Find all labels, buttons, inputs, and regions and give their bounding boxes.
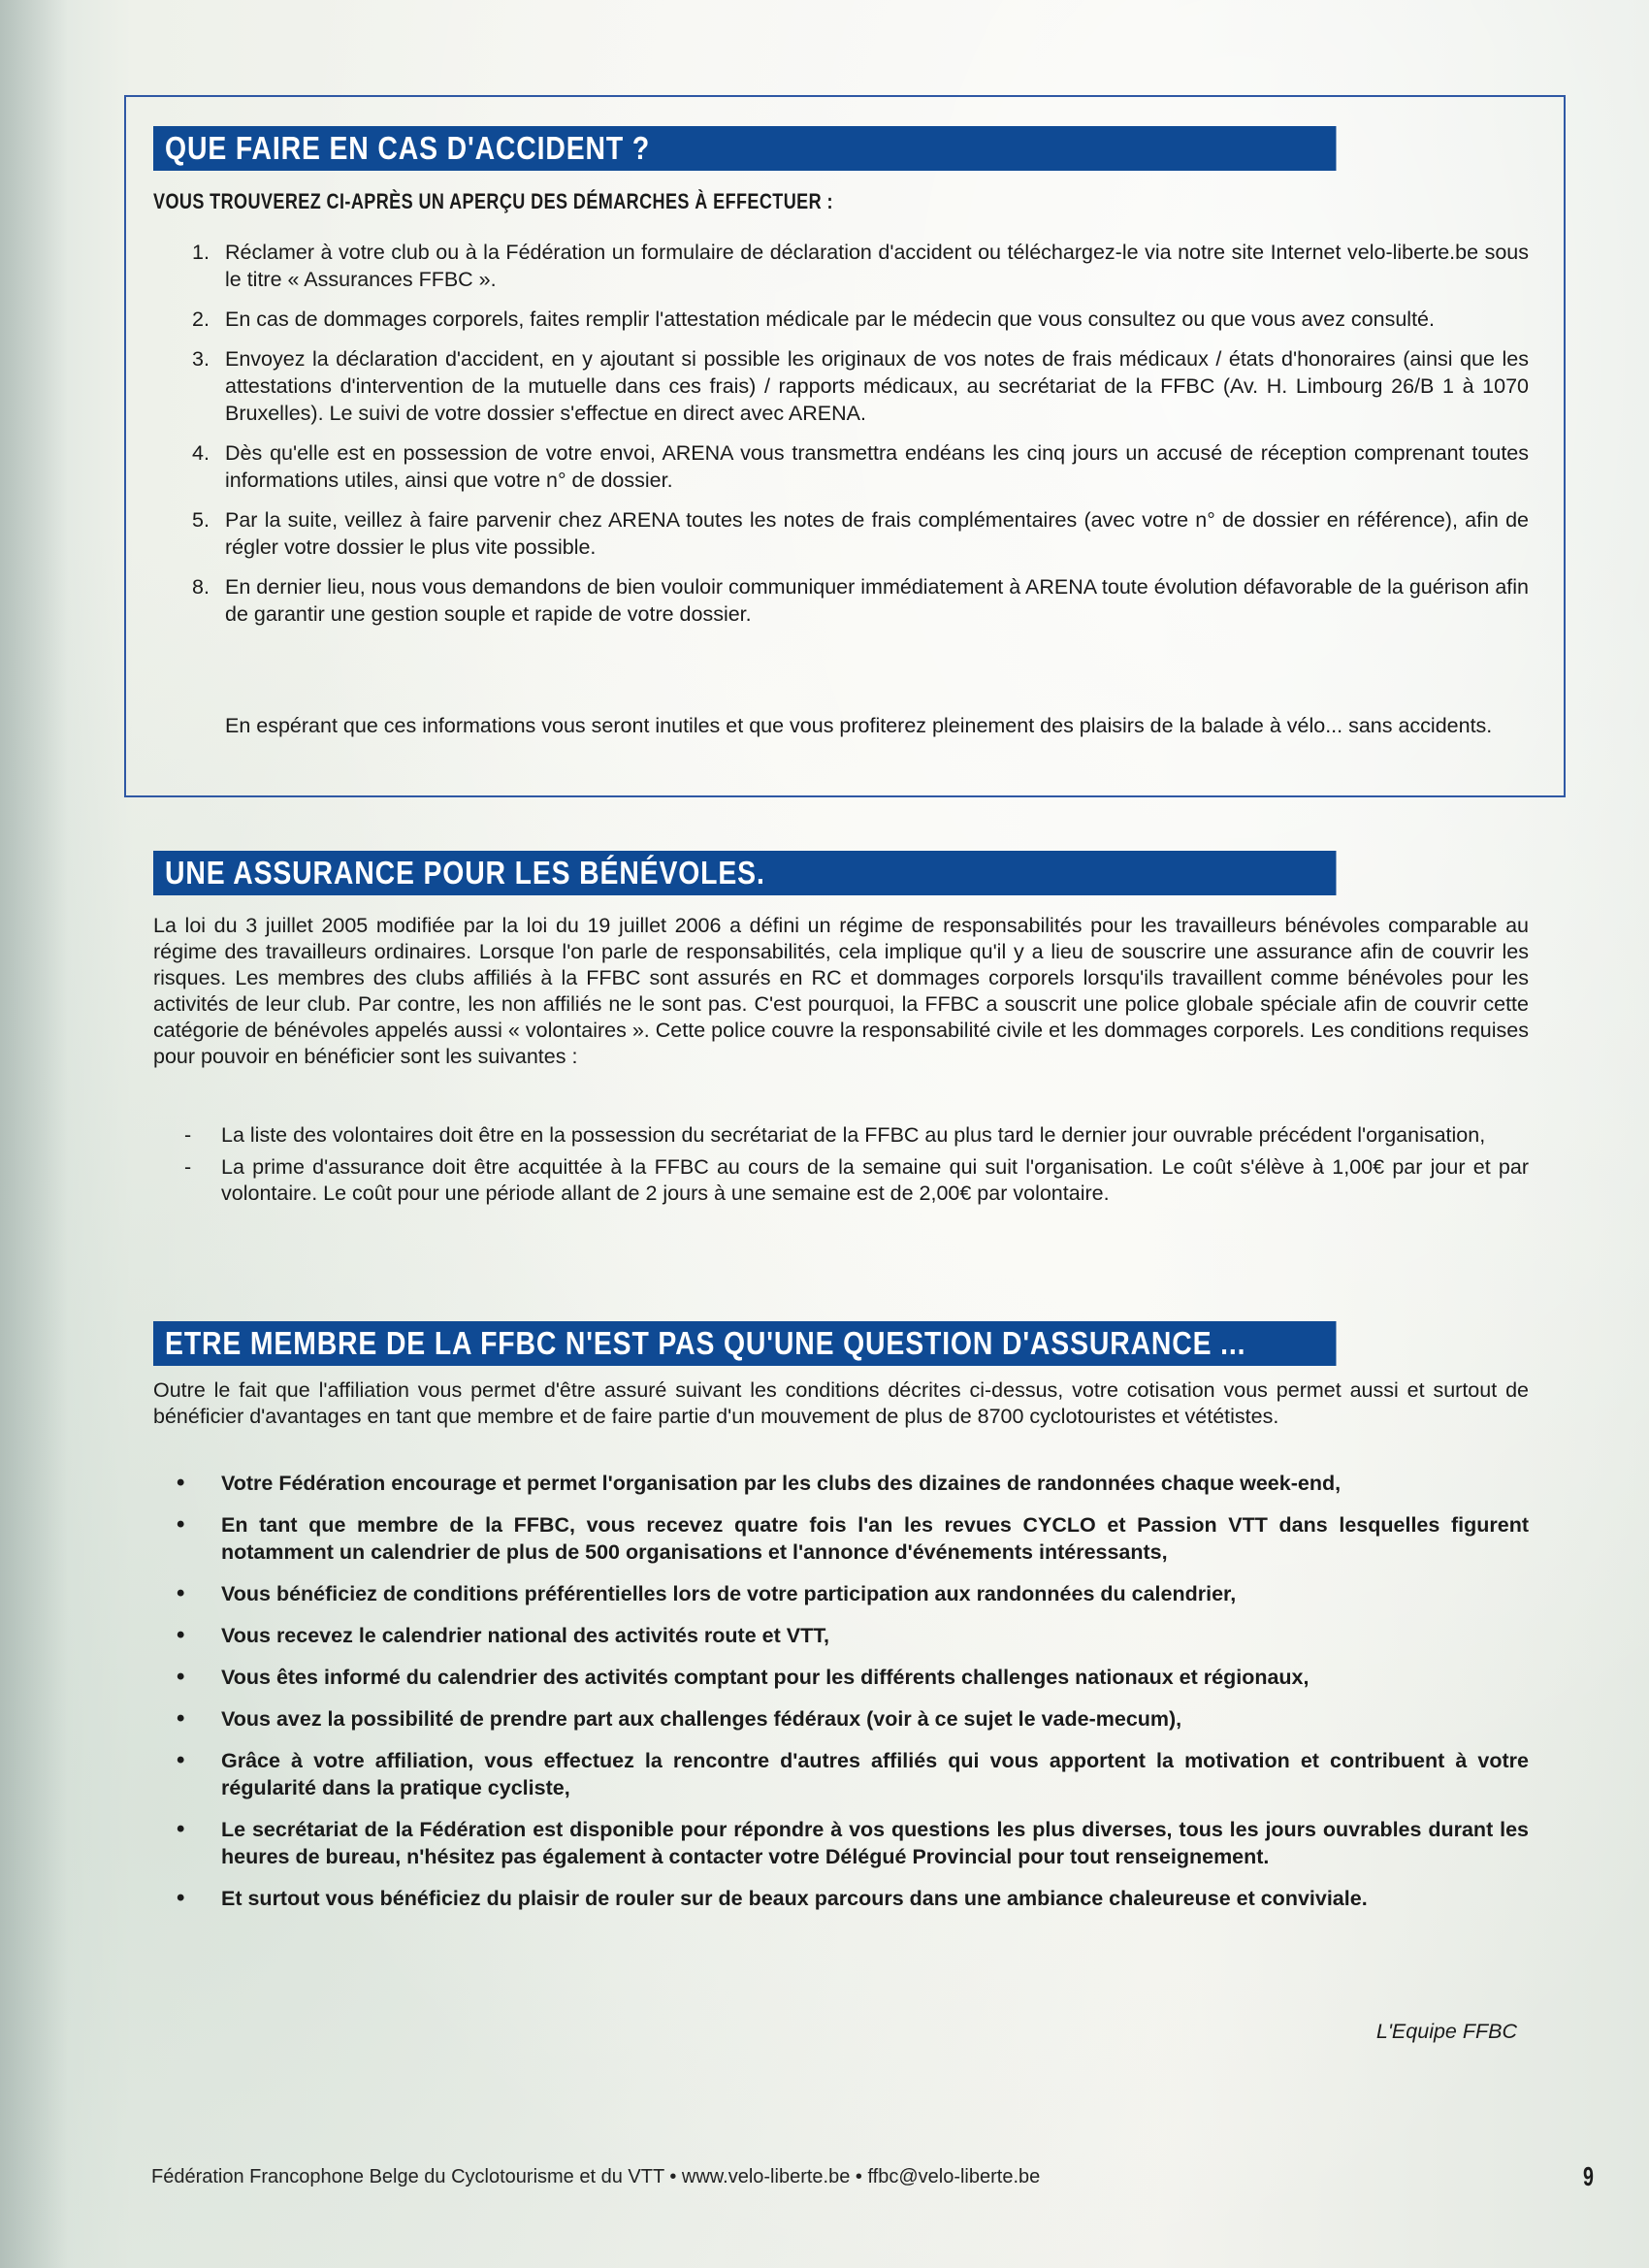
- page-number: 9: [1583, 2161, 1594, 2191]
- list-item: [153, 1154, 1529, 1207]
- list-item: [192, 306, 1529, 333]
- benefit-text: Vous avez la possibilité de prendre part aux challenges fédéraux (voir à ce sujet le vade-mecum),: [221, 1707, 1182, 1731]
- benefit-text: Votre Fédération encourage et permet l'organisation par les clubs des dizaines de randonnées chaque week-end,: [221, 1472, 1342, 1495]
- membership-section-title: ETRE MEMBRE DE LA FFBC N'EST PAS QU'UNE QUESTION D'ASSURANCE ...: [165, 1325, 1246, 1361]
- list-item: [153, 1885, 1529, 1912]
- list-item: [153, 1747, 1529, 1801]
- bullet-marker: •: [177, 1470, 185, 1496]
- bullet-marker: •: [177, 1705, 185, 1732]
- step-text: Envoyez la déclaration d'accident, en y ajoutant si possible les originaux de vos notes de frais médicaux / états d'honoraires (ainsi que les attestations d'intervention de la mutuelle dans ces frais) / rapports médicaux, au secrétariat de la FFBC (Av. H. Limbourg 26/B 1 à 1070 Bruxelles). Le suivi de votre dossier s'effectue en direct avec ARENA.: [225, 347, 1529, 425]
- membership-section-header: [153, 1321, 1336, 1366]
- volunteers-conditions-list: [153, 1122, 1529, 1213]
- benefit-text: Vous recevez le calendrier national des activités route et VTT,: [221, 1624, 829, 1647]
- volunteers-section-header: [153, 851, 1336, 895]
- list-item: [153, 1664, 1529, 1691]
- list-item: [153, 1511, 1529, 1566]
- accident-section-subtitle: VOUS TROUVEREZ CI-APRÈS UN APERÇU DES DÉMARCHES À EFFECTUER :: [153, 189, 833, 213]
- bullet-marker: •: [177, 1885, 185, 1911]
- footer-text: Fédération Francophone Belge du Cyclotourisme et du VTT • www.velo-liberte.be • ffbc@velo-liberte.be: [151, 2166, 1041, 2187]
- page-edge-shadow: [0, 0, 68, 2268]
- list-item: [192, 573, 1529, 628]
- accident-section-title: QUE FAIRE EN CAS D'ACCIDENT ?: [165, 130, 651, 166]
- accident-section-header: [153, 126, 1336, 171]
- step-text: Par la suite, veillez à faire parvenir chez ARENA toutes les notes de frais complémentaires (avec votre n° de dossier en référence), afin de régler votre dossier le plus vite possible.: [225, 508, 1529, 559]
- volunteers-section-title: UNE ASSURANCE POUR LES BÉNÉVOLES.: [165, 855, 765, 891]
- condition-text: La prime d'assurance doit être acquittée à la FFBC au cours de la semaine qui suit l'organisation. Le coût s'élève à 1,00€ par jour et par volontaire. Le coût pour une période allant de 2 jours à une semaine est de 2,00€ par volontaire.: [221, 1155, 1529, 1205]
- benefit-text: Et surtout vous bénéficiez du plaisir de rouler sur de beaux parcours dans une ambiance chaleureuse et conviviale.: [221, 1887, 1368, 1910]
- list-item: [192, 439, 1529, 494]
- step-number: 2.: [192, 308, 210, 331]
- bullet-marker: •: [177, 1622, 185, 1648]
- step-text: En cas de dommages corporels, faites remplir l'attestation médicale par le médecin que vous consultez ou que vous avez consulté.: [225, 308, 1435, 331]
- accident-closing-text: En espérant que ces informations vous seront inutiles et que vous profiterez pleinement des plaisirs de la balade à vélo... sans accidents.: [225, 714, 1493, 737]
- bullet-marker: •: [177, 1747, 185, 1773]
- list-item: [153, 1705, 1529, 1733]
- volunteers-paragraph: La loi du 3 juillet 2005 modifiée par la loi du 19 juillet 2006 a défini un régime de responsabilités pour les travailleurs bénévoles comparable au régime des travailleurs ordinaires. Lorsque l'on parle de responsabilités, cela implique qu'il y a lieu de souscrire une assurance afin de couvrir les risques. Les membres des clubs affiliés à la FFBC sont assurés en RC et dommages corporels lorsqu'ils travaillent comme bénévoles pour les activités de leur club. Par contre, les non affiliés ne le sont pas. C'est pourquoi, la FFBC a souscrit une police globale spéciale afin de couvrir cette catégorie de bénévoles appelés aussi « volontaires ». Cette police couvre la responsabilité civile et les dommages corporels. Les conditions requises pour pouvoir en bénéficier sont les suivantes :: [153, 914, 1529, 1068]
- step-text: Dès qu'elle est en possession de votre envoi, ARENA vous transmettra endéans les cinq jours un accusé de réception comprenant toutes informations utiles, ainsi que votre n° de dossier.: [225, 441, 1529, 492]
- bullet-marker: •: [177, 1511, 185, 1538]
- list-item: [192, 239, 1529, 293]
- step-text: En dernier lieu, nous vous demandons de bien vouloir communiquer immédiatement à ARENA toute évolution défavorable de la guérison afin de garantir une gestion souple et rapide de votre dossier.: [225, 575, 1529, 626]
- step-text: Réclamer à votre club ou à la Fédération un formulaire de déclaration d'accident ou téléchargez-le via notre site Internet velo-liberte.be sous le titre « Assurances FFBC ».: [225, 241, 1529, 291]
- bullet-marker: •: [177, 1580, 185, 1606]
- step-number: 1.: [192, 241, 210, 264]
- list-item: [153, 1816, 1529, 1870]
- step-number: 3.: [192, 347, 210, 371]
- step-number: 4.: [192, 441, 210, 465]
- bullet-marker: •: [177, 1664, 185, 1690]
- list-item: [153, 1580, 1529, 1607]
- benefit-text: Le secrétariat de la Fédération est disponible pour répondre à vos questions les plus diverses, tous les jours ouvrables durant les heures de bureau, n'hésitez pas également à contacter votre Délégué Provincial pour tout renseignement.: [221, 1818, 1529, 1868]
- membership-paragraph: Outre le fait que l'affiliation vous permet d'être assuré suivant les conditions décrites ci-dessus, votre cotisation vous permet aussi et surtout de bénéficier d'avantages en tant que membre et de faire partie d'un mouvement de plus de 8700 cyclotouristes et vététistes.: [153, 1378, 1529, 1428]
- benefit-text: Grâce à votre affiliation, vous effectuez la rencontre d'autres affiliés qui vous apportent la motivation et contribuent à votre régularité dans la pratique cycliste,: [221, 1749, 1529, 1799]
- step-number: 5.: [192, 508, 210, 532]
- signature: L'Equipe FFBC: [1375, 2020, 1517, 2043]
- condition-text: La liste des volontaires doit être en la possession du secrétariat de la FFBC au plus tard le dernier jour ouvrable précédent l'organisation,: [221, 1123, 1486, 1147]
- membership-benefits-list: [153, 1470, 1529, 1927]
- list-item: [153, 1122, 1529, 1149]
- benefit-text: Vous bénéficiez de conditions préférentielles lors de votre participation aux randonnées du calendrier,: [221, 1582, 1237, 1605]
- benefit-text: En tant que membre de la FFBC, vous recevez quatre fois l'an les revues CYCLO et Passion VTT dans lesquelles figurent notamment un calendrier de plus de 500 organisations et l'annonce d'événements intéressants,: [221, 1513, 1529, 1564]
- step-number: 8.: [192, 575, 210, 599]
- dash-marker: -: [184, 1123, 192, 1147]
- list-item: [192, 345, 1529, 427]
- list-item: [153, 1622, 1529, 1649]
- list-item: [192, 506, 1529, 561]
- dash-marker: -: [184, 1155, 192, 1179]
- accident-steps-list: [192, 239, 1529, 640]
- list-item: [153, 1470, 1529, 1497]
- bullet-marker: •: [177, 1816, 185, 1842]
- benefit-text: Vous êtes informé du calendrier des activités comptant pour les différents challenges nationaux et régionaux,: [221, 1666, 1310, 1689]
